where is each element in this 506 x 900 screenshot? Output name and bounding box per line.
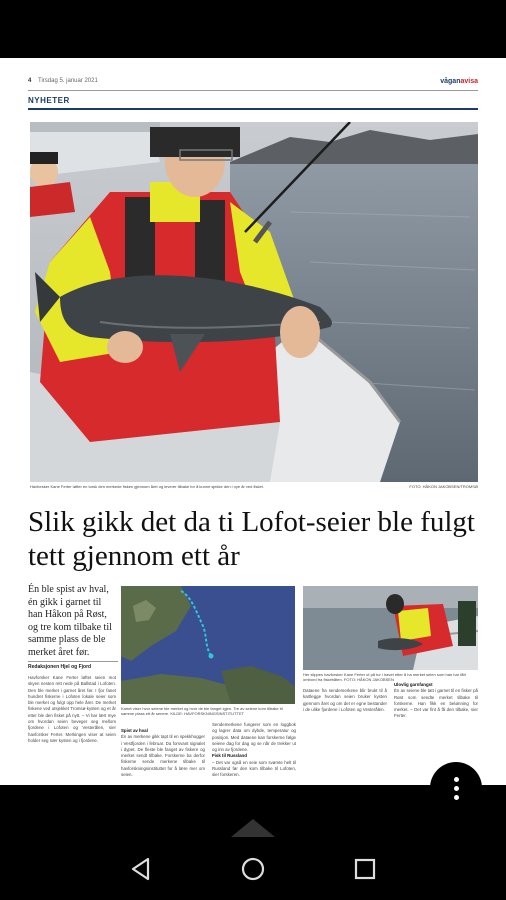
subheading: Ulovlig garnfangst bbox=[394, 682, 433, 687]
secondary-photo-caption: Her slippes havforsker Kane Ferter ut på tur i havet etter å ha merket seien som han har fått ombord fra fiskebåten. FOTO: HÅKON JAKOBSEN bbox=[303, 672, 466, 682]
body-column-2 bbox=[121, 728, 205, 783]
dot-icon bbox=[454, 795, 459, 800]
body-column-1: Havforsker Kane Ferter løftet seien mot skyen nesten rett nede på Ballstad i Lofoten. Den ble merket i garnet året før. I fjor fanet hundret fiskerne i Lofoten lokale seier som ble merket og fulgt opp hele året. De merket fiskene ved utsjekket Tromsø-kysten og et år etter ble den fisket på nytt. – Vi har lært mye om hvordan seien beveger seg mellom fjordene i Lofoten og Vesterålen, sier havforsker Ferter. Merkingen viser at seien holder seg nær kysten og i fjordene. bbox=[28, 675, 116, 743]
body-text: Sendemerkene fungerer som en loggbok og lagrer data om dybde, temperatur og posisjon. Med dataene kan forskerne følge seiene dag for dag og se når de trekker ut og inn av fjordene. bbox=[212, 722, 296, 753]
hero-caption: Havforsker Kane Ferter løfter en torsk den merkede fisken gjennom året og leverer tilbake for å kunne sjekke den i nye år ved fisket. bbox=[30, 484, 264, 489]
issue-date: Tirsdag 5. januar 2021 bbox=[38, 78, 98, 84]
hero-photo bbox=[30, 122, 478, 482]
headline: Slik gikk det da ti Lofot-seier ble fulgt tett gjennom ett år bbox=[28, 506, 475, 572]
recents-square-icon bbox=[353, 857, 377, 881]
lead-paragraph: Én ble spist av hval, én gikk i garnet til han Håkon på Røst, og tre kom tilbake til samme plass de ble merket året før. bbox=[28, 584, 112, 658]
dot-icon bbox=[454, 777, 459, 782]
back-triangle-icon bbox=[128, 856, 154, 882]
page-header bbox=[28, 78, 478, 90]
byline: Redaksjonen Hjel og Fjord bbox=[28, 661, 118, 670]
secondary-photo bbox=[303, 586, 478, 670]
page-tray-handle[interactable] bbox=[231, 819, 275, 837]
page-number: 4 bbox=[28, 78, 32, 84]
home-circle-icon bbox=[239, 855, 267, 883]
body-text: – Det var også en seie som svømte helt til Russland før den kom tilbake til Lofoten, sier forskeren. bbox=[212, 759, 296, 778]
status-bar bbox=[0, 0, 506, 58]
newspaper-page[interactable] bbox=[0, 58, 506, 785]
section-label: NYHETER bbox=[28, 96, 70, 105]
body-column-3 bbox=[212, 722, 296, 783]
body-column-4: Dataene fra sendemerkene blir brukt til å kartlegge hvordan seien bruker kysten gjennom året og om det er egne bestander i de ulike fjordene i Lofoten og Vesterålen. bbox=[303, 688, 387, 712]
recents-button[interactable] bbox=[343, 847, 387, 891]
dot-icon bbox=[454, 786, 459, 791]
body-text: Én av merkene gikk tapt til en spekkhogger i Vestfjorden i februar. Da forsvant signalet i dypet. De fleste ble fanget av fiskere og merket sendt tilbake. Forskerne ba derfor fiskerne sende merkene tilbake til havforskningsinstituttet for å lære mer om seien. bbox=[121, 734, 205, 778]
subheading: Fisk til Russland bbox=[212, 753, 247, 759]
more-options-button[interactable] bbox=[430, 762, 482, 814]
body-text: Én av seiene ble tatt i garnet til en fisker på Røst som sendte merket tilbake til forskerne. Han fikk en belønning for merket. – Det var fint å få den tilbake, sier Ferter. bbox=[394, 688, 478, 719]
header-divider bbox=[28, 90, 478, 91]
subheading: Spist av hval bbox=[121, 728, 148, 733]
map-caption: Kartet viser hvor seiene ble merket og hvor de ble fanget igjen. Tre av seiene kom tilbake til samme plass ett år senere. KILDE: HAVFORSKNINGSINSTITUTTET bbox=[121, 706, 283, 716]
back-button[interactable] bbox=[119, 847, 163, 891]
home-button[interactable] bbox=[231, 847, 275, 891]
map-graphic bbox=[121, 586, 295, 704]
android-nav-bar bbox=[0, 837, 506, 900]
section-divider bbox=[28, 108, 478, 110]
brand-logo: våganavisa bbox=[440, 78, 478, 85]
hero-credit: FOTO: HÅKON JAKOBSEN/TROMSØ bbox=[409, 484, 478, 489]
